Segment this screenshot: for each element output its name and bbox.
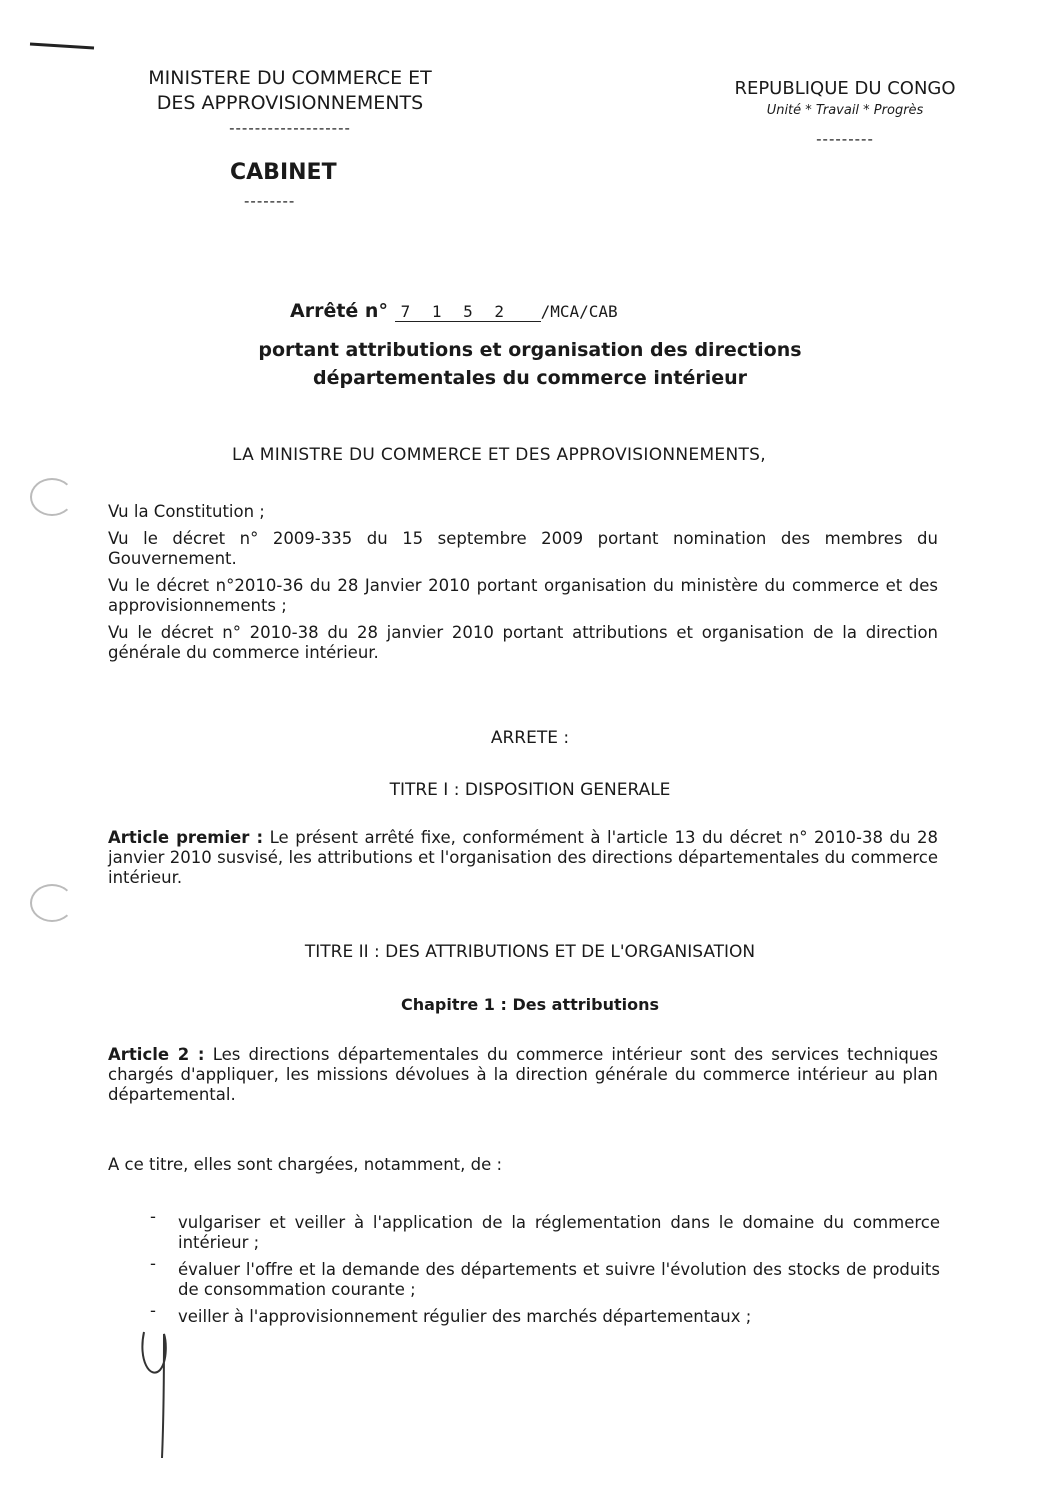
attributions-list <box>150 1213 940 1334</box>
list-item: - évaluer l'offre et la demande des départements et suivre l'évolution des stocks de produits de consommation courante ; <box>150 1260 940 1300</box>
margin-mark <box>28 36 98 56</box>
cabinet-label: CABINET <box>230 160 337 185</box>
list-item: - veiller à l'approvisionnement régulier des marchés départementaux ; <box>150 1307 940 1327</box>
titre-1-heading: TITRE I : DISPOSITION GENERALE <box>389 780 671 800</box>
ministry-line-2: DES APPROVISIONNEMENTS <box>156 92 424 114</box>
ministry-header <box>100 66 480 141</box>
visa-item: Vu le décret n° 2010-38 du 28 janvier 2010 portant attributions et organisation de la direction générale du commerce intérieur. <box>108 623 938 662</box>
article-1-text: Le présent arrêté fixe, conformément à l'article 13 du décret n° 2010-38 du 28 janvier 2010 susvisé, les attributions et l'organisation des directions départementales du commerce intérieur. <box>108 828 938 887</box>
republic-name: REPUBLIQUE DU CONGO <box>734 78 956 99</box>
list-intro: A ce titre, elles sont chargées, notamment, de : <box>108 1155 503 1174</box>
chapitre-1-heading: Chapitre 1 : Des attributions <box>400 995 660 1014</box>
arrete-reference: /MCA/CAB <box>540 302 618 321</box>
visas-block <box>108 502 938 670</box>
subtitle-line-1: portant attributions et organisation des directions <box>258 339 802 361</box>
titre-2-heading: TITRE II : DES ATTRIBUTIONS ET DE L'ORGANISATION <box>304 942 756 962</box>
arrete-title <box>290 300 618 322</box>
cabinet-separator: -------- <box>244 192 296 210</box>
subtitle-line-2: départementales du commerce intérieur <box>312 367 748 389</box>
arrete-subtitle <box>240 336 820 392</box>
list-item: - vulgariser et veiller à l'application de la réglementation dans le domaine du commerce intérieur ; <box>150 1213 940 1253</box>
republic-header <box>700 78 990 150</box>
visa-item: Vu la Constitution ; <box>108 502 265 521</box>
article-2-text: Les directions départementales du commerce intérieur sont des services techniques chargés d'appliquer, les missions dévolues à la direction générale du commerce intérieur au plan départemental. <box>108 1045 938 1104</box>
punch-hole-mark <box>30 884 74 922</box>
article-2-label: Article 2 : <box>108 1045 205 1064</box>
republic-separator: --------- <box>816 130 874 148</box>
visa-item: Vu le décret n°2010-36 du 28 Janvier 2010 portant organisation du ministère du commerce et des approvisionnements ; <box>108 576 938 615</box>
arrete-number: 7 1 5 2 <box>395 302 541 322</box>
handwritten-initial <box>130 1320 180 1460</box>
article-1-label: Article premier : <box>108 828 264 847</box>
minister-heading: LA MINISTRE DU COMMERCE ET DES APPROVISIONNEMENTS, <box>232 445 766 465</box>
republic-motto: Unité * Travail * Progrès <box>766 103 924 118</box>
ministry-line-1: MINISTERE DU COMMERCE ET <box>148 67 432 89</box>
arrete-heading: ARRETE : <box>490 728 570 748</box>
arrete-prefix: Arrêté n° <box>290 300 388 322</box>
article-1 <box>108 828 938 888</box>
punch-hole-mark <box>30 478 74 516</box>
article-2 <box>108 1045 938 1105</box>
visa-item: Vu le décret n° 2009-335 du 15 septembre 2009 portant nomination des membres du Gouvernement. <box>108 529 938 568</box>
ministry-separator: ------------------- <box>229 119 351 137</box>
